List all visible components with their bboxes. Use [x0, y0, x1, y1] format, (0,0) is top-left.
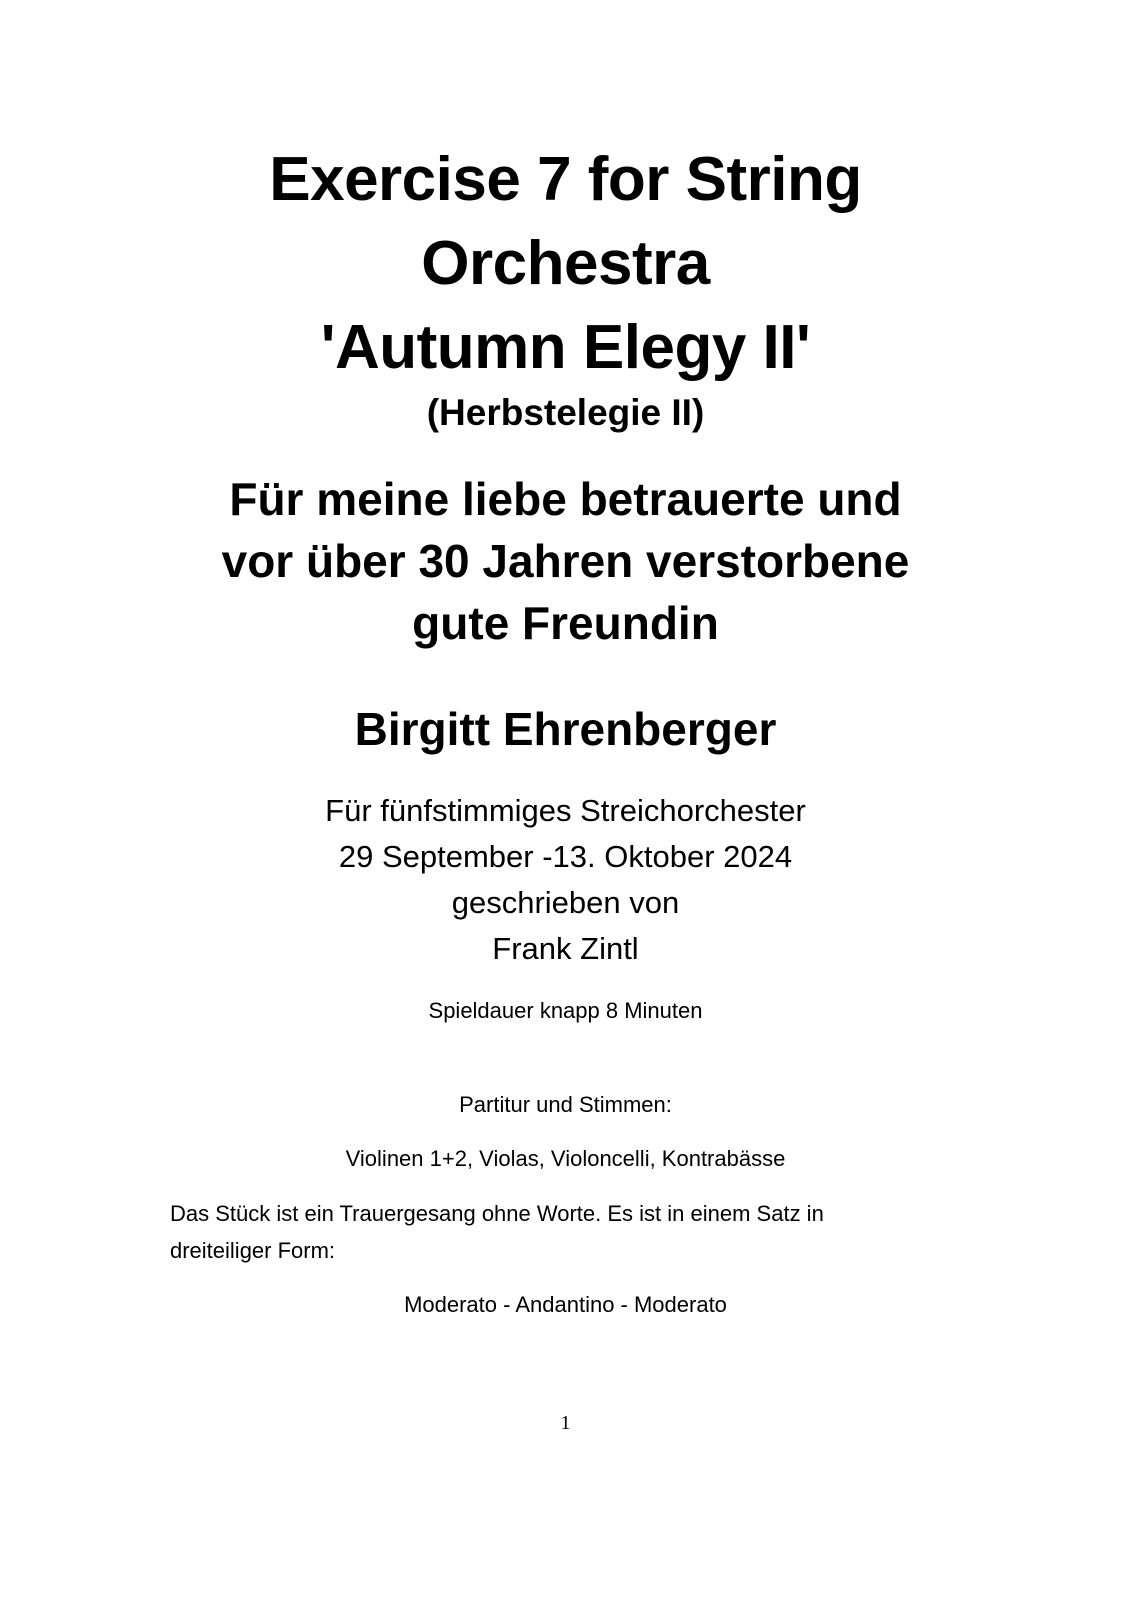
title-line-2: Orchestra: [421, 229, 710, 298]
duration: Spieldauer knapp 8 Minuten: [428, 998, 703, 1023]
title-line-1: Exercise 7 for String: [269, 145, 862, 214]
dedication-line-1: Für meine liebe betrauerte und: [229, 473, 902, 525]
composer-name: Frank Zintl: [492, 931, 639, 966]
parts-list: Violinen 1+2, Violas, Violoncelli, Kontrabässe: [345, 1146, 786, 1171]
dedication: [0, 468, 1131, 654]
tempo-sequence: Moderato - Andantino - Moderato: [404, 1292, 727, 1317]
dedication-line-3: gute Freundin: [412, 597, 719, 649]
description-paragraph: Das Stück ist ein Trauergesang ohne Worte. Es ist in einem Satz in dreiteiliger Form:: [170, 1201, 824, 1263]
dedication-line-2: vor über 30 Jahren verstorbene: [221, 535, 910, 587]
instrumentation-line: Für fünfstimmiges Streichorchester: [325, 793, 806, 828]
written-by-line: geschrieben von: [451, 885, 680, 920]
page-number: 1: [560, 1412, 571, 1434]
parts-heading: Partitur und Stimmen:: [459, 1092, 672, 1117]
title: [0, 138, 1131, 390]
composition-info: [0, 788, 1131, 972]
title-line-3: 'Autumn Elegy II': [320, 313, 811, 382]
dedicatee-name: Birgitt Ehrenberger: [354, 703, 777, 755]
subtitle: (Herbstelegie II): [426, 392, 705, 433]
date-line: 29 September -13. Oktober 2024: [338, 839, 793, 874]
